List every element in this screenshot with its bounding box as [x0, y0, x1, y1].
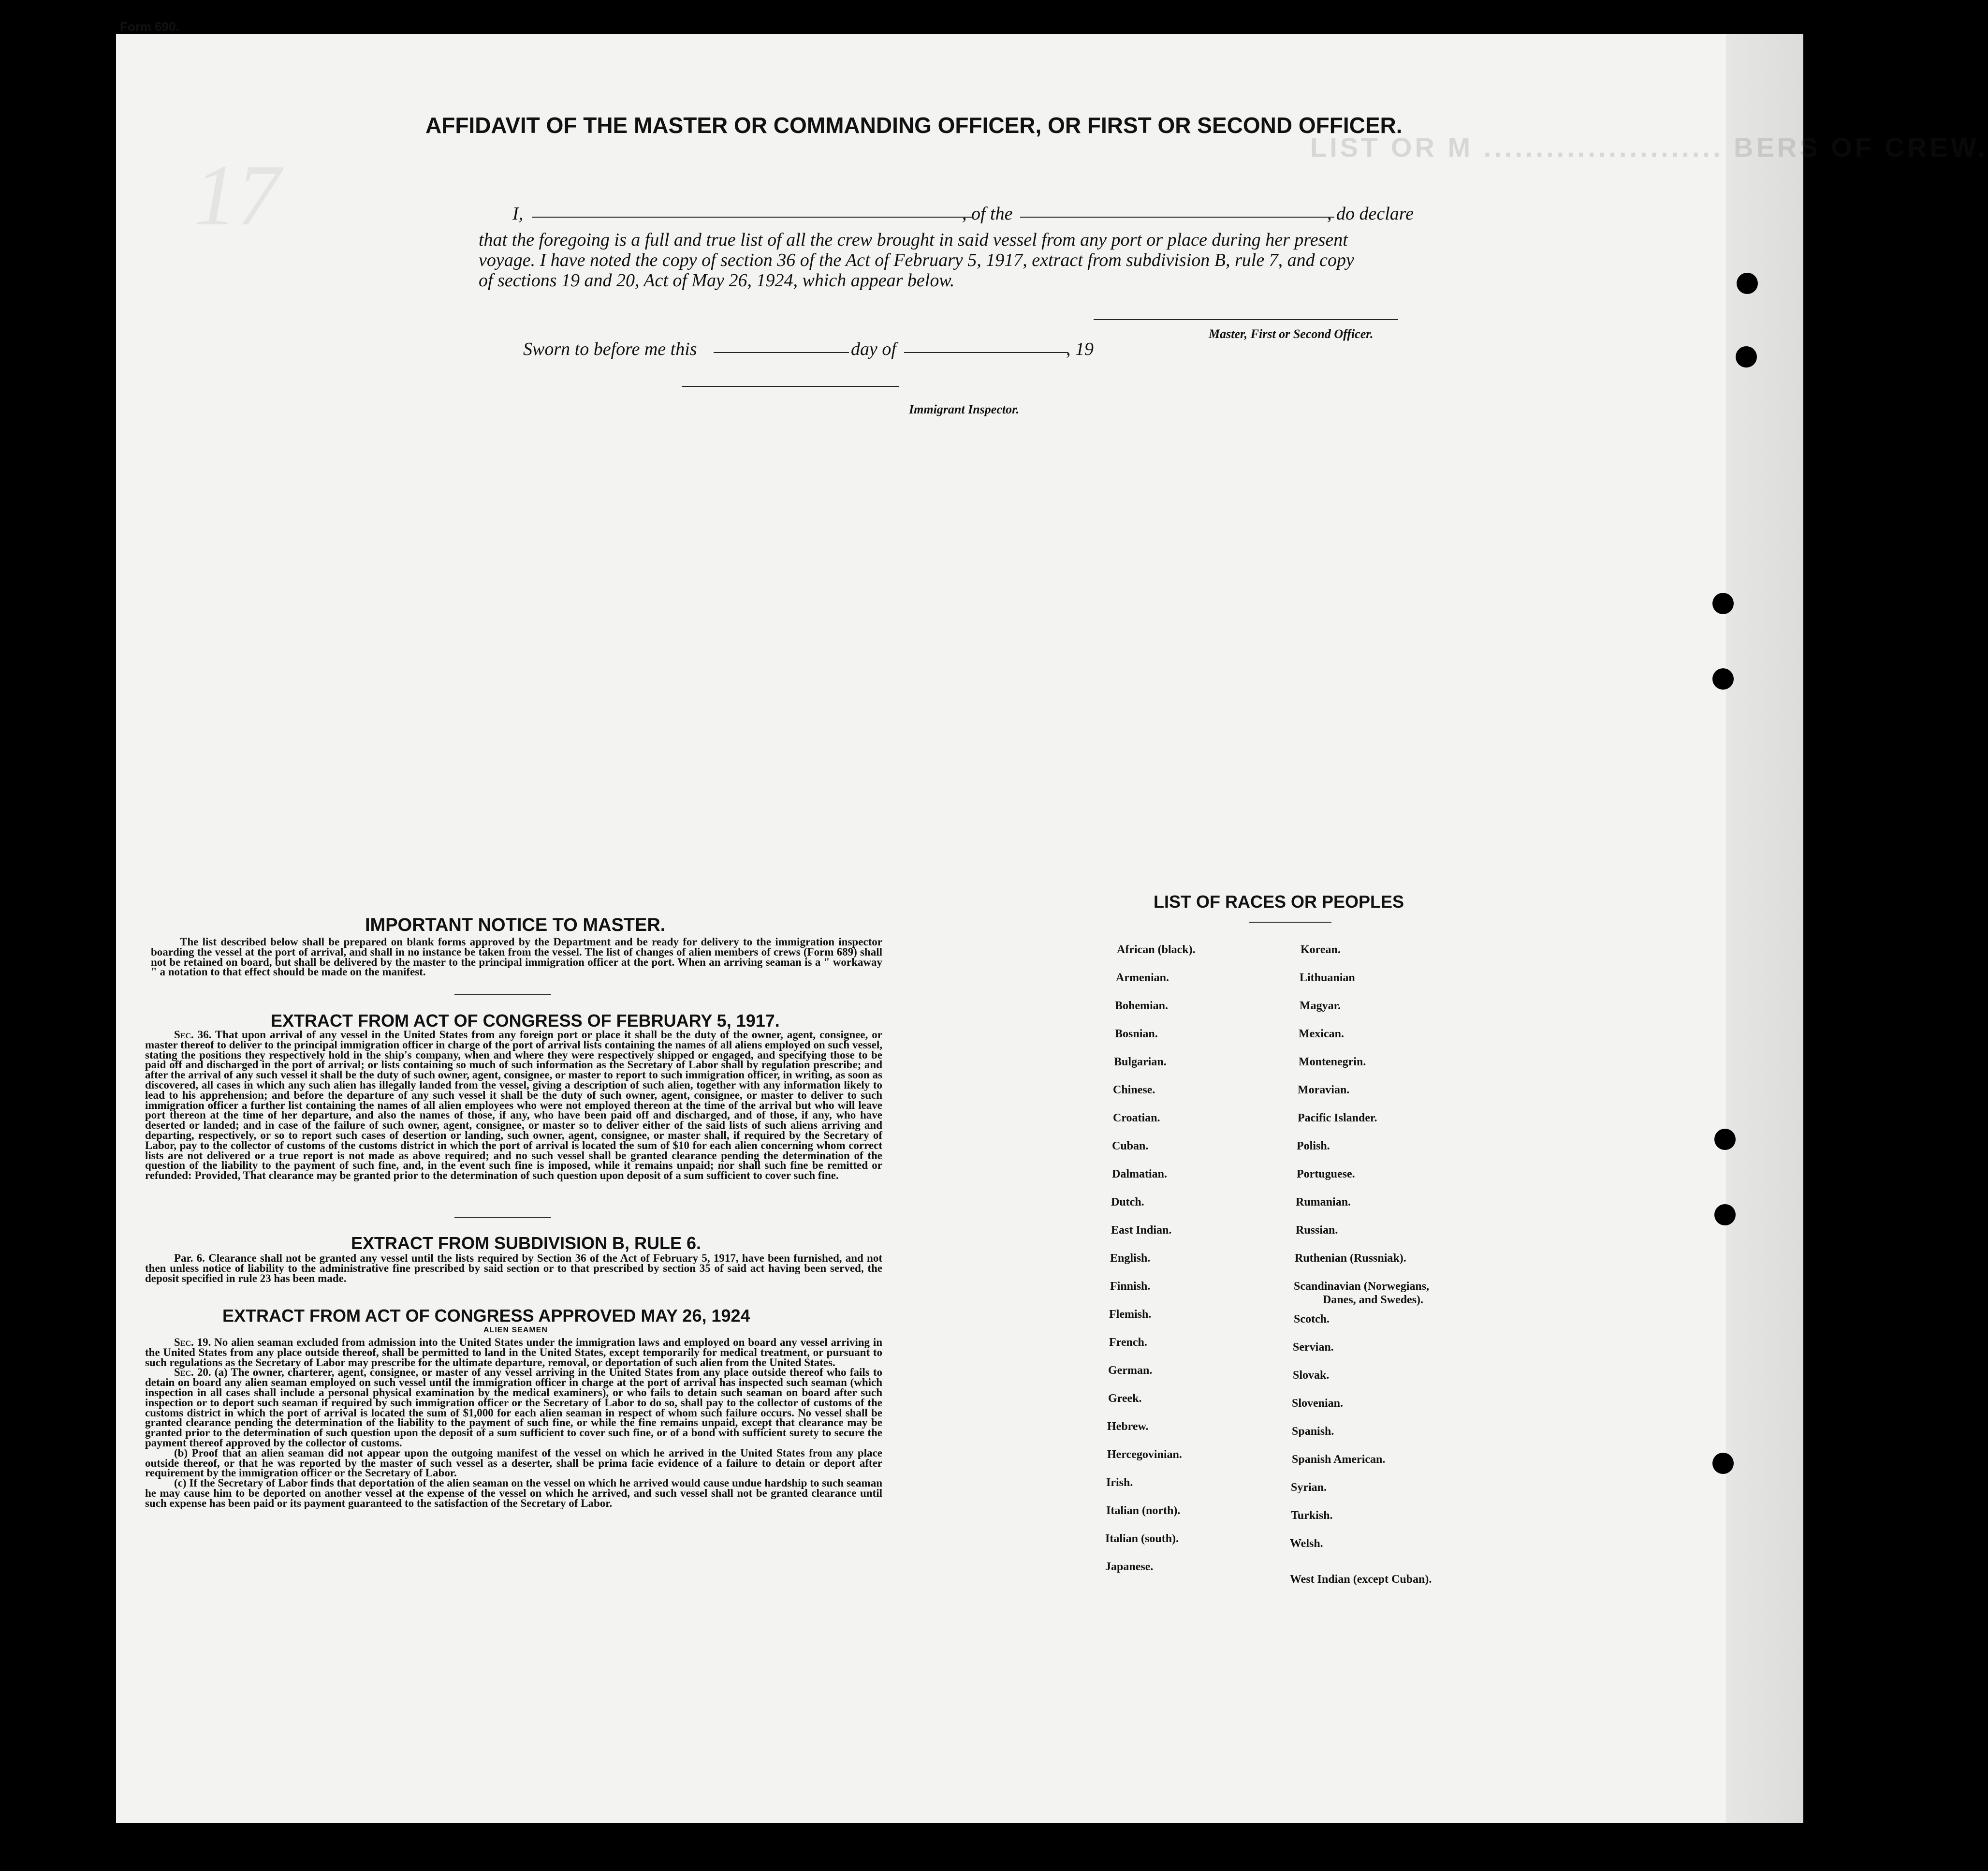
- inspector-signature-line[interactable]: [682, 386, 899, 387]
- punch-hole: [1712, 668, 1734, 690]
- race-item: Pacific Islander.: [1298, 1112, 1377, 1124]
- race-item: Italian (north).: [1106, 1504, 1181, 1517]
- races-title: LIST OF RACES OR PEOPLES: [1154, 892, 1404, 912]
- affidavit-line-3: voyage. I have noted the copy of section 36 of the Act of February 5, 1917, extract from subdivision B, rule 7, and copy: [479, 250, 1354, 270]
- notice-paragraph: The list described below shall be prepared on blank forms approved by the Department and be ready for delivery to the immigration inspector boarding the vessel at the port of arrival, and shall in no instance be taken from the vessel. The list of changes of alien members of crews (Form 689) shall not be retained on board, but shall be delivered by the master to the principal immigration officer at the port. When an arriving seaman is a " workaway " a notation to that effect should be made on the manifest.: [151, 936, 882, 978]
- race-item: Cuban.: [1112, 1140, 1149, 1152]
- sec-20-label: Sec. 20.: [174, 1366, 211, 1379]
- extract-1924-subtitle: ALIEN SEAMEN: [483, 1326, 548, 1334]
- sworn-day-of-label: day of: [851, 339, 896, 359]
- affidavit-i-label: I,: [512, 204, 524, 224]
- race-item: Montenegrin.: [1299, 1056, 1366, 1068]
- punch-hole: [1712, 593, 1734, 614]
- race-item: Scotch.: [1294, 1313, 1330, 1326]
- races-title-underline: [1249, 922, 1331, 923]
- race-item: Lithuanian: [1300, 972, 1355, 984]
- race-item: Italian (south).: [1105, 1532, 1179, 1545]
- par-6-label: Par. 6.: [174, 1252, 205, 1264]
- extract-1917-title: EXTRACT FROM ACT OF CONGRESS OF FEBRUARY 5, 1917.: [271, 1011, 780, 1031]
- race-item: Korean.: [1301, 943, 1341, 956]
- race-item: Scandinavian (Norwegians,: [1294, 1280, 1430, 1293]
- race-item: Hercegovinian.: [1107, 1448, 1182, 1461]
- race-item: Servian.: [1293, 1341, 1334, 1354]
- inspector-signature-caption: Immigrant Inspector.: [909, 402, 1020, 416]
- race-item: Moravian.: [1298, 1084, 1350, 1096]
- race-item: Dalmatian.: [1112, 1168, 1167, 1180]
- page-edge: [1726, 34, 1803, 1823]
- master-signature-line[interactable]: [1094, 319, 1398, 320]
- sec-20b-text: (b) Proof that an alien seaman did not appear upon the outgoing manifest of the vessel on which he arrived in the United States from any place outside thereof, or that he was reported by the master of such vessel as a deserter, shall be prima facie evidence of a failure to detain or deport after requirement by the immigration officer or the Secretary of Labor.: [145, 1446, 882, 1479]
- race-item: Greek.: [1108, 1392, 1142, 1405]
- sworn-prefix: Sworn to before me this: [523, 339, 697, 359]
- affidavit-title: AFFIDAVIT OF THE MASTER OR COMMANDING OFFICER, OR FIRST OR SECOND OFFICER.: [425, 113, 1403, 138]
- punch-hole: [1737, 273, 1758, 294]
- extract-1924-title: EXTRACT FROM ACT OF CONGRESS APPROVED MAY 26, 1924: [222, 1306, 750, 1326]
- race-item: Russian.: [1296, 1224, 1338, 1237]
- affidavit-of-the-label: , of the: [962, 204, 1013, 224]
- race-item: Ruthenian (Russniak).: [1295, 1252, 1406, 1265]
- par-6-text: Clearance shall not be granted any vessel until the lists required by Section 36 of the Act of February 5, 1917, have been furnished, and not then unless notice of liability to the administrative fine prescribed by said section or to that prescribed by section 35 of said act having been served, the deposit specified in rule 23 has been made.: [145, 1252, 883, 1284]
- race-item: Mexican.: [1299, 1028, 1344, 1040]
- sworn-day-field[interactable]: [714, 352, 849, 353]
- vessel-field[interactable]: [1020, 217, 1334, 218]
- race-item: Slovenian.: [1292, 1397, 1344, 1410]
- section-divider: [454, 994, 551, 995]
- handwritten-mark: 17: [193, 147, 280, 243]
- race-item: Welsh.: [1290, 1537, 1323, 1550]
- affidavit-line-2: that the foregoing is a full and true list of all the crew brought in said vessel from any port or place during her present: [479, 230, 1348, 250]
- sec-19-text: No alien seaman excluded from admission into the United States under the immigration laws and employed on board any vessel arriving in the United States from any place outside thereof, shall be permitted to land in the United States, except temporarily for medical treatment, or pursuant to such regulations as the Secretary of Labor may prescribe for the ultimate departure, removal, or deportation of such alien from the United States.: [145, 1336, 882, 1369]
- race-item: Hebrew.: [1107, 1420, 1149, 1433]
- race-item: Finnish.: [1110, 1280, 1151, 1293]
- punch-hole: [1712, 1453, 1734, 1474]
- race-item: Magyar.: [1300, 1000, 1341, 1012]
- affidavit-declare-label: , do declare: [1327, 204, 1414, 224]
- name-field[interactable]: [532, 217, 972, 218]
- punch-hole: [1714, 1129, 1736, 1150]
- extract-rule6-text: [145, 1253, 882, 1284]
- form-number: Form 690.: [120, 19, 179, 34]
- race-item: Syrian.: [1291, 1481, 1327, 1494]
- master-signature-caption: Master, First or Second Officer.: [1209, 327, 1374, 341]
- race-item: Portuguese.: [1297, 1168, 1355, 1180]
- notice-text: [151, 937, 882, 978]
- sworn-month-field[interactable]: [904, 352, 1068, 353]
- sec-20a-text: (a) The owner, charterer, agent, consignee, or master of any vessel arriving in the United States from any place outside thereof who fails to detain on board any alien seaman employed on such vessel until the immigration officer in charge at the port of arrival has inspected such seaman (which inspection in all cases shall include a personal physical examination by the medical examiners), or who fails to detain such seaman on board after such inspection or to deport such seaman if required by such immigration officer or the Secretary of Labor to do so, shall pay to the collector of customs of the customs district in which the port of arrival is located the sum of $1,000 for each alien seaman in respect of whom such failure occurs. No vessel shall be granted clearance pending the determination of the liability to the payment of such fine, or while the fine remains unpaid, except that clearance may be granted prior to the determination of such question upon the deposit of a sum sufficient to cover such fine, or of a bond with sufficient surety to secure the payment thereof approved by the collector of customs.: [145, 1366, 882, 1449]
- section-divider: [454, 1217, 551, 1218]
- race-item: Spanish American.: [1292, 1453, 1386, 1466]
- sec-19-label: Sec. 19.: [174, 1336, 211, 1348]
- race-item: Turkish.: [1291, 1509, 1333, 1522]
- sec-36-text: That upon arrival of any vessel in the United States from any foreign port or place it shall be the duty of the owner, agent, consignee, or master thereof to deliver to the principal immigration officer in charge of the port of arrival lists containing the names of all aliens employed on such vessel, stating the positions they respectively hold in the ship's company, when and where they were respectively shipped or engaged, and specifying those to be paid off and discharged in the port of arrival; or lists containing so much of such information as the Secretary of Labor shall by regulation prescribe; and after the arrival of any such vessel it shall be the duty of such owner, agent, consignee, or master to report to such immigration officer, in writing, as soon as discovered, all cases in which any such alien has illegally landed from the vessel, giving a description of such alien, together with any information likely to lead to his apprehension; and before the departure of any such vessel it shall be the duty of such owner, agent, consignee, or master to deliver to such immigration officer a further list containing the names of all alien employees who were not employed thereon at the time of the arrival but who will leave port thereon at the time of her departure, and also the names of those, if any, who have been paid off and discharged, and of those, if any, who have deserted or landed; and in case of the failure of such owner, agent, consignee, or master so to deliver either of the said lists of such aliens arriving and departing, respectively, or so to report such cases of desertion or landing, such owner, agent, consignee, or master shall, if required by the Secretary of Labor, pay to the collector of customs of the customs district in which the port of arrival is located the sum of $10 for each alien concerning whom correct lists are not delivered or a true report is not made as above required; and no such vessel shall be granted clearance pending the determination of the question of the liability to the payment of such fine, and, in the event such fine is imposed, while it remains unpaid; nor shall such fine be remitted or refunded: Provided, That clearance may be granted prior to the determination of such question upon deposit of a sum sufficient to cover such fine.: [145, 1029, 882, 1182]
- sec-36-label: Sec. 36.: [174, 1029, 212, 1041]
- race-item: Chinese.: [1113, 1084, 1155, 1096]
- race-item: Rumanian.: [1296, 1196, 1351, 1208]
- race-item: East Indian.: [1111, 1224, 1172, 1237]
- race-item: Spanish.: [1292, 1425, 1334, 1438]
- race-item: Irish.: [1106, 1476, 1133, 1489]
- sworn-year-label: , 19: [1066, 339, 1094, 359]
- race-item: French.: [1109, 1336, 1147, 1349]
- race-item: Japanese.: [1105, 1561, 1154, 1573]
- race-item: Slovak.: [1293, 1369, 1330, 1382]
- affidavit-line-4: of sections 19 and 20, Act of May 26, 1924, which appear below.: [479, 270, 955, 291]
- extract-rule6-title: EXTRACT FROM SUBDIVISION B, RULE 6.: [351, 1233, 702, 1253]
- notice-title: IMPORTANT NOTICE TO MASTER.: [365, 915, 666, 935]
- sec-20c-text: (c) If the Secretary of Labor finds that deportation of the alien seaman on the vessel on which he arrived would cause undue hardship to such seaman he may cause him to be deported on another vessel at the expense of the vessel on which he arrived, and such vessel shall not be granted clearance until such expense has been paid or its payment guaranteed to the satisfaction of the Secretary of Labor.: [145, 1477, 882, 1509]
- race-item: Polish.: [1297, 1140, 1330, 1152]
- race-item: Croatian.: [1113, 1112, 1160, 1124]
- extract-1924-text: [145, 1338, 882, 1544]
- extract-1917-text: [145, 1030, 882, 1202]
- race-item: African (black).: [1117, 943, 1196, 956]
- race-item: Bohemian.: [1115, 1000, 1169, 1012]
- race-item: Flemish.: [1109, 1308, 1152, 1321]
- race-item: West Indian (except Cuban).: [1290, 1573, 1432, 1586]
- race-item: German.: [1108, 1364, 1153, 1377]
- race-item: Bosnian.: [1115, 1028, 1158, 1040]
- punch-hole: [1736, 346, 1757, 368]
- race-item: Danes, and Swedes).: [1323, 1294, 1424, 1306]
- race-item: Bulgarian.: [1114, 1056, 1167, 1068]
- race-item: English.: [1110, 1252, 1151, 1265]
- race-item: Armenian.: [1116, 972, 1169, 984]
- punch-hole: [1714, 1204, 1736, 1225]
- bleed-through-heading: LIST OR M ....................... BERS OF CREW.: [1310, 132, 1988, 162]
- race-item: Dutch.: [1111, 1196, 1144, 1208]
